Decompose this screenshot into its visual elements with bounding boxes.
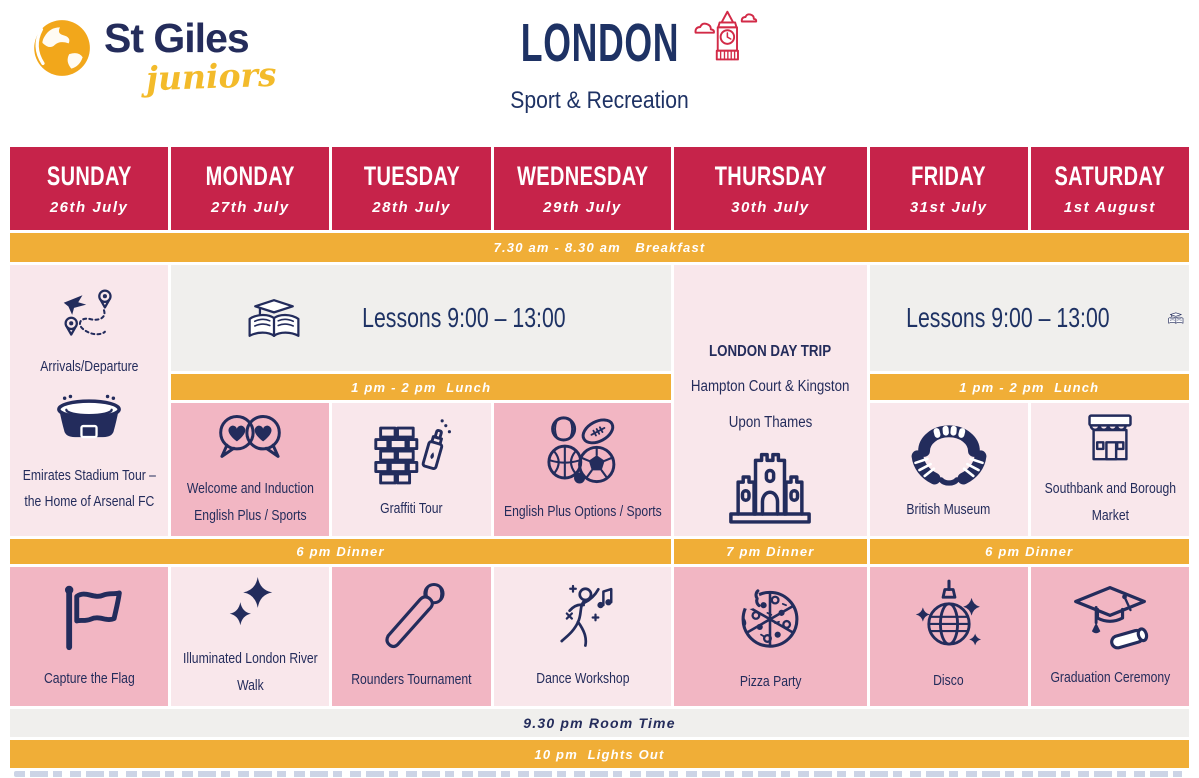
museum-icon <box>907 415 991 487</box>
timetable-grid <box>10 147 1189 768</box>
room-time-bar: 9.30 pm Room Time <box>10 709 1189 737</box>
castle-icon <box>723 443 817 527</box>
activity-label: British Museum <box>906 502 991 519</box>
cell-sunday-daytime <box>10 265 168 536</box>
cell-afternoon-saturday <box>1031 403 1189 536</box>
cell-evening-thursday <box>674 567 866 706</box>
lessons-label: Lessons 9:00 – 13:00 <box>905 302 1110 333</box>
cell-lessons-fri-sat <box>870 265 1189 371</box>
cell-evening-sunday <box>10 567 168 706</box>
day-header-saturday: SATURDAY 1st August <box>1031 147 1189 230</box>
brand-name: St Giles <box>104 15 249 61</box>
day-header-tuesday: TUESDAY 28th July <box>332 147 490 230</box>
cell-evening-tuesday <box>332 567 490 706</box>
page-title <box>0 14 1199 115</box>
day-header-friday: FRIDAY 31st July <box>870 147 1028 230</box>
city-title: LONDON <box>520 14 678 73</box>
open-book-graduation-icon <box>1167 293 1185 343</box>
activity-label: Emirates Stadium Tour – the Home of Arsenal FC <box>22 467 156 511</box>
dinner-bar-thursday: 7 pm Dinner <box>674 539 866 564</box>
trip-line: LONDON DAY TRIP <box>709 343 832 360</box>
activity-label: Pizza Party <box>739 674 802 691</box>
open-book-graduation-icon <box>244 293 304 343</box>
sparkles-icon <box>221 574 279 636</box>
cell-evening-saturday <box>1031 567 1189 706</box>
day-header-sunday: SUNDAY 26th July <box>10 147 168 230</box>
cell-afternoon-friday <box>870 403 1028 536</box>
dancer-icon <box>546 580 618 656</box>
page-subtitle: Sport & Recreation <box>510 87 689 115</box>
stadium-icon <box>50 393 128 451</box>
activity-label: English Plus Options / Sports <box>503 504 662 521</box>
cell-afternoon-tuesday <box>332 403 490 536</box>
activity-label: Dance Workshop <box>535 671 630 688</box>
graffiti-spray-icon <box>369 416 455 486</box>
route-icon <box>58 285 120 343</box>
cell-afternoon-monday <box>171 403 329 536</box>
activity-label: Capture the Flag <box>43 671 135 688</box>
lunch-bar-mon-wed: 1 pm - 2 pm Lunch <box>171 374 671 400</box>
bat-ball-icon <box>373 579 451 657</box>
lunch-bar-fri-sat: 1 pm - 2 pm Lunch <box>870 374 1189 400</box>
activity-label: Graffiti Tour <box>380 501 443 518</box>
trip-line: Hampton Court & Kingston <box>691 378 850 396</box>
activity-label: Arrivals/Departure <box>40 359 139 376</box>
cell-evening-wednesday <box>494 567 672 706</box>
activity-label: Graduation Ceremony <box>1049 670 1170 687</box>
disco-ball-icon <box>911 578 987 658</box>
graduation-icon <box>1066 581 1154 655</box>
trip-line: Upon Thames <box>728 413 813 431</box>
day-header-monday: MONDAY 27th July <box>171 147 329 230</box>
activity-label: Rounders Tournament <box>351 672 472 689</box>
activity-label: Illuminated London River Walk <box>182 650 318 694</box>
chat-hearts-icon <box>210 409 290 466</box>
day-header-thursday: THURSDAY 30th July <box>674 147 866 230</box>
lights-out-bar: 10 pm Lights Out <box>10 740 1189 768</box>
cell-lessons-mon-wed <box>171 265 671 371</box>
breakfast-bar: 7.30 am - 8.30 am Breakfast <box>10 233 1189 262</box>
cell-evening-monday <box>171 567 329 706</box>
footer-fineprint <box>14 771 1184 777</box>
flag-icon <box>54 580 124 656</box>
brand-subname: juniors <box>145 54 278 99</box>
dinner-bar-sun-wed: 6 pm Dinner <box>10 539 671 564</box>
big-ben-icon <box>690 8 763 82</box>
cell-evening-friday <box>870 567 1028 706</box>
activity-label: Southbank and Borough Market <box>1044 481 1176 525</box>
pizza-icon <box>729 577 811 659</box>
activity-label: Welcome and Induction English Plus / Sports <box>186 481 314 525</box>
cell-afternoon-wednesday <box>494 403 672 536</box>
cell-thursday-day-trip <box>674 265 866 536</box>
market-shop-icon <box>1072 409 1148 466</box>
sports-balls-icon <box>541 413 623 489</box>
activity-label: Disco <box>933 673 964 690</box>
dinner-bar-fri-sat: 6 pm Dinner <box>870 539 1189 564</box>
lessons-label: Lessons 9:00 – 13:00 <box>362 302 566 333</box>
day-header-wednesday: WEDNESDAY 29th July <box>494 147 672 230</box>
